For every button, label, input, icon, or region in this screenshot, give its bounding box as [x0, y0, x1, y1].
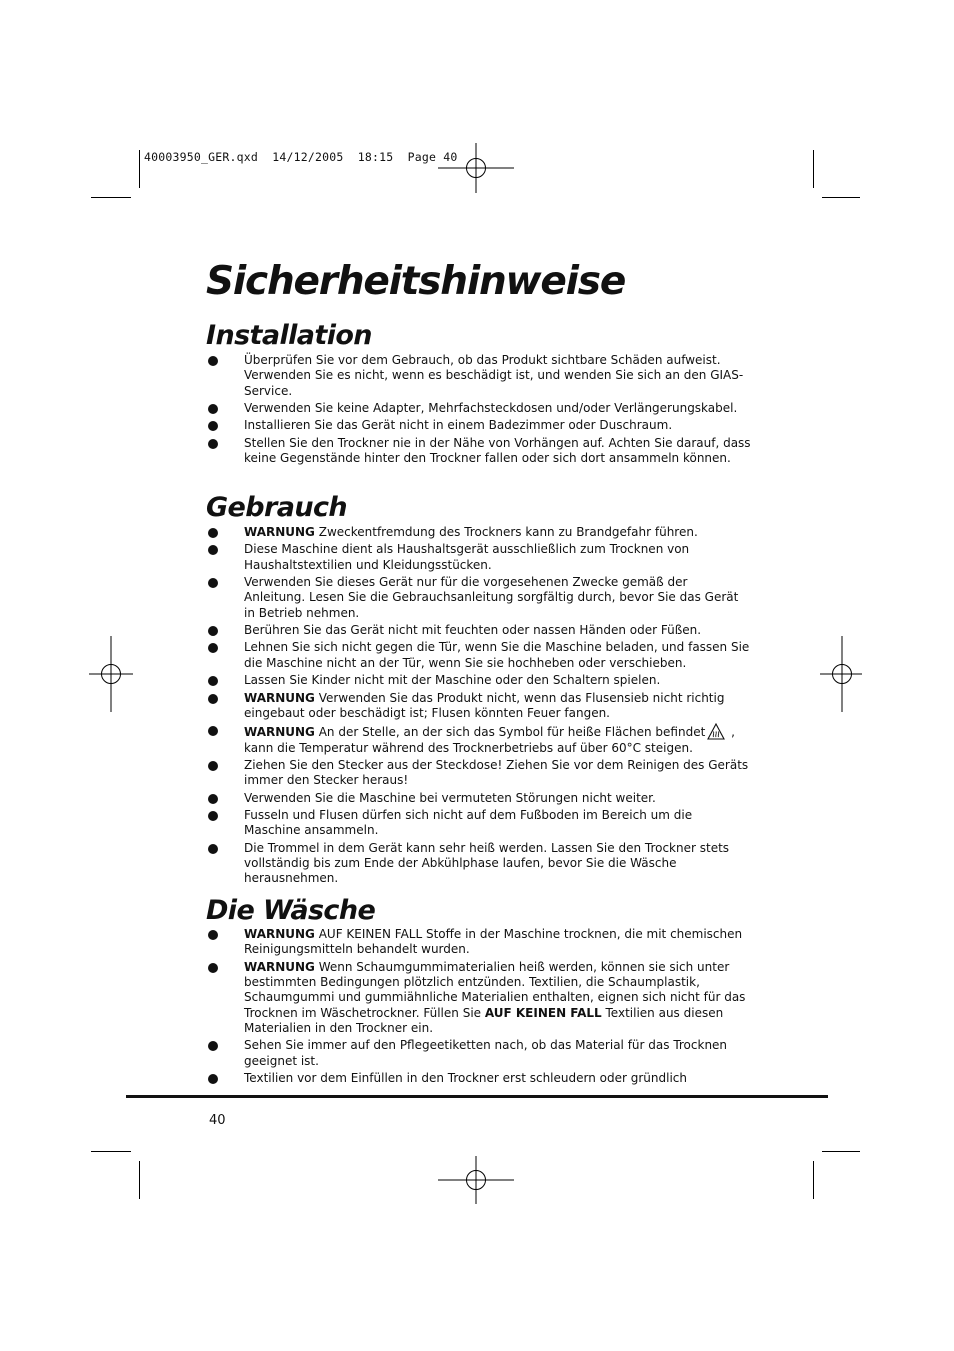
list-item: [206, 575, 751, 621]
die-waesche-list: [206, 927, 751, 1088]
crop-mark: [139, 1161, 140, 1199]
list-item: [206, 673, 751, 688]
item-text: AUF KEINEN FALL Stoffe in der Maschine trocknen, die mit chemischen Reinigungsmitteln behandelt wurden.: [244, 927, 743, 957]
list-item: [206, 1071, 751, 1086]
list-item: [206, 960, 751, 1036]
bullet-icon: [208, 844, 218, 854]
bullet-icon: [208, 356, 218, 366]
registration-mark-icon: [89, 636, 165, 712]
bullet-icon: [208, 626, 218, 636]
item-text: Textilien vor dem Einfüllen in den Trockner erst schleudern oder gründlich: [244, 1070, 687, 1085]
installation-list: [206, 353, 751, 468]
page-number: 40: [209, 1113, 226, 1128]
bullet-icon: [208, 963, 218, 973]
crop-mark: [813, 150, 814, 188]
item-text: Berühren Sie das Gerät nicht mit feuchten oder nassen Händen oder Füßen.: [244, 623, 702, 638]
page-title: Sicherheitshinweise: [206, 259, 626, 304]
list-item: [206, 418, 751, 433]
bullet-icon: [208, 404, 218, 414]
bullet-icon: [208, 694, 218, 704]
warning-label: WARNUNG: [244, 959, 315, 974]
list-item: [206, 723, 751, 756]
crop-mark: [822, 1151, 860, 1152]
section-heading-gebrauch: Gebrauch: [206, 492, 347, 523]
list-item: [206, 691, 751, 722]
bullet-icon: [208, 811, 218, 821]
bullet-icon: [208, 1041, 218, 1051]
registration-mark-icon: [438, 1142, 514, 1218]
item-text: An der Stelle, an der sich das Symbol für heiße Flächen befindet: [314, 725, 706, 740]
bullet-icon: [208, 545, 218, 555]
list-item: [206, 927, 751, 958]
bullet-icon: [208, 439, 218, 449]
crop-mark: [822, 197, 860, 198]
item-text: Lehnen Sie sich nicht gegen die Tür, wenn Sie die Maschine beladen, und fassen Sie die Maschine nicht an der Tür, wenn Sie sie hochheben oder verschieben.: [244, 640, 750, 670]
bullet-icon: [208, 726, 218, 736]
warning-label: WARNUNG: [244, 690, 315, 705]
item-text: Die Trommel in dem Gerät kann sehr heiß werden. Lassen Sie den Trockner stets vollständig bis zum Ende der Abkühlphase laufen, bevor Sie die Wäsche herausnehmen.: [244, 840, 730, 886]
section-heading-installation: Installation: [206, 320, 372, 351]
bullet-icon: [208, 676, 218, 686]
item-text: Stellen Sie den Trockner nie in der Nähe von Vorhängen auf. Achten Sie darauf, dass keine Gegenstände hinter den Trockner fallen oder sich dort ansammeln können.: [244, 435, 751, 466]
item-text: Verwenden Sie das Produkt nicht, wenn das Flusensieb nicht richtig eingebaut oder beschädigt ist; Flusen könnten Feuer fangen.: [244, 690, 725, 720]
warning-label: WARNUNG: [244, 927, 315, 941]
list-item: [206, 353, 751, 399]
item-text: Überprüfen Sie vor dem Gebrauch, ob das Produkt sichtbare Schäden aufweist. Verwenden Sie es nicht, wenn es beschädigt ist, und wenden Sie sich an den GIAS-Service.: [244, 353, 744, 398]
bullet-icon: [208, 643, 218, 653]
list-item: [206, 525, 751, 540]
bullet-icon: [208, 794, 218, 804]
footer-rule: [126, 1095, 828, 1098]
print-slug: 40003950_GER.qxd 14/12/2005 18:15 Page 40: [144, 150, 458, 164]
warning-label: WARNUNG: [244, 725, 315, 740]
item-text: Sehen Sie immer auf den Pflegeetiketten nach, ob das Material für das Trocknen geeignet ist.: [244, 1038, 728, 1068]
item-text: Lassen Sie Kinder nicht mit der Maschine oder den Schaltern spielen.: [244, 673, 661, 688]
list-item: [206, 758, 751, 789]
item-text: Verwenden Sie die Maschine bei vermuteten Störungen nicht weiter.: [244, 790, 656, 805]
bullet-icon: [208, 578, 218, 588]
hot-surface-icon: [707, 723, 725, 740]
item-text: Verwenden Sie keine Adapter, Mehrfachsteckdosen und/oder Verlängerungskabel.: [244, 400, 738, 415]
bullet-icon: [208, 1074, 218, 1084]
list-item: [206, 808, 751, 839]
list-item: [206, 436, 751, 467]
crop-mark: [91, 1151, 131, 1152]
item-text: Zweckentfremdung des Trockners kann zu Brandgefahr führen.: [314, 525, 698, 539]
item-text-continued: , kann die Temperatur während des Trocknerbetriebs auf über 60°C steigen.: [244, 725, 735, 755]
crop-mark: [813, 1161, 814, 1199]
list-item: [206, 623, 751, 638]
emphasis-text: AUF KEINEN FALL: [484, 1005, 602, 1020]
item-text: Diese Maschine dient als Haushaltsgerät ausschließlich zum Trocknen von Haushaltstextilien und Kleidungsstücken.: [244, 542, 690, 572]
warning-label: WARNUNG: [244, 525, 315, 539]
crop-mark: [139, 150, 140, 188]
item-text: Fusseln und Flusen dürfen sich nicht auf dem Fußboden im Bereich um die Maschine ansammeln.: [244, 807, 693, 838]
list-item: [206, 1038, 751, 1069]
registration-mark-icon: [820, 636, 896, 712]
item-text: Wenn Schaumgummimaterialien heiß werden, können sie sich unter bestimmten Bedingungen plötzlich entzünden. Textilien, die Schaumplastik, Schaumgummi und gummiähnliche Materialien enthalten, eignen sich nicht für das Trocknen im Wäschetrockner. Füllen Sie: [244, 959, 746, 1020]
bullet-icon: [208, 930, 218, 940]
item-text: Installieren Sie das Gerät nicht in einem Badezimmer oder Duschraum.: [244, 418, 673, 433]
section-heading-die-waesche: Die Wäsche: [206, 895, 376, 926]
list-item: [206, 542, 751, 573]
crop-mark: [91, 197, 131, 198]
item-text: Verwenden Sie dieses Gerät nur für die vorgesehenen Zwecke gemäß der Anleitung. Lesen Sie die Gebrauchsanleitung sorgfältig durch, bevor Sie das Gerät in Betrieb nehmen.: [244, 575, 739, 620]
item-text-continued: Textilien aus diesen Materialien in den Trockner ein.: [244, 1005, 724, 1035]
registration-mark-icon: [438, 133, 514, 209]
item-text: Ziehen Sie den Stecker aus der Steckdose! Ziehen Sie vor dem Reinigen des Geräts immer den Stecker heraus!: [244, 757, 749, 788]
list-item: [206, 841, 751, 887]
list-item: [206, 791, 751, 806]
bullet-icon: [208, 421, 218, 431]
gebrauch-list: [206, 525, 751, 889]
list-item: [206, 640, 751, 671]
bullet-icon: [208, 761, 218, 771]
list-item: [206, 401, 751, 416]
bullet-icon: [208, 528, 218, 538]
